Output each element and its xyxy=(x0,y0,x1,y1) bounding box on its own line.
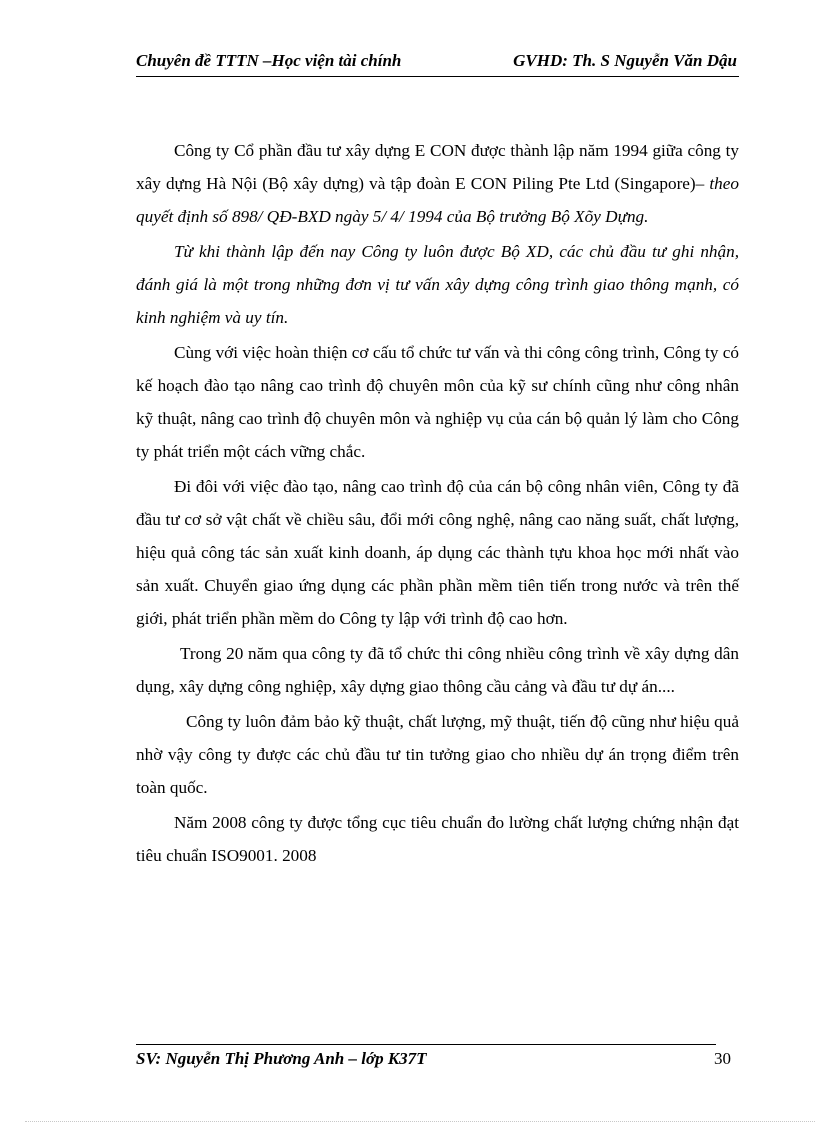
page-number: 30 xyxy=(714,1049,731,1068)
footer-student: SV: Nguyễn Thị Phương Anh – lớp K37T xyxy=(136,1049,427,1068)
page-header xyxy=(136,50,739,77)
page-footer xyxy=(136,1048,739,1072)
paragraph-6: Công ty luôn đảm bảo kỹ thuật, chất lượng, mỹ thuật, tiến độ cũng như hiệu quả nhờ vậy công ty được các chủ đầu tư tin tưởng giao cho nhiều dự án trọng điểm trên toàn quốc. xyxy=(136,712,739,797)
paragraph-5: Trong 20 năm qua công ty đã tổ chức thi công nhiều công trình về xây dựng dân dụng, xây dựng công nghiệp, xây dựng giao thông cầu cảng và đầu tư dự án.... xyxy=(136,644,739,696)
header-topic: Chuyên đề TTTN –Học viện tài chính xyxy=(136,51,402,70)
paragraph-1-normal: Công ty Cổ phần đầu tư xây dựng E CON được thành lập năm 1994 giữa công ty xây dựng Hà Nội (Bộ xây dựng) và tập đoàn E CON Piling Pte Ltd (Singapore) xyxy=(136,141,739,193)
paragraph-2: Từ khi thành lập đến nay Công ty luôn được Bộ XD, các chủ đầu tư ghi nhận, đánh giá là một trong những đơn vị tư vấn xây dựng công trình giao thông mạnh, có kinh nghiệm và uy tín. xyxy=(136,242,739,327)
paragraph-1 xyxy=(136,134,739,233)
header-supervisor: GVHD: Th. S Nguyễn Văn Dậu xyxy=(513,51,737,70)
paragraph-4: Đi đôi với việc đào tạo, nâng cao trình độ của cán bộ công nhân viên, Công ty đã đầu tư cơ sở vật chất về chiều sâu, đổi mới công nghệ, nâng cao năng suất, chất lượng, hiệu quả công tác sản xuất kinh doanh, áp dụng các thành tựu khoa học mới nhất vào sản xuất. Chuyển giao ứng dụng các phần phần mềm tiên tiến trong nước và trên thế giới, phát triển phần mềm do Công ty lập với trình độ cao hơn. xyxy=(136,477,739,628)
document-body xyxy=(136,134,739,874)
paragraph-3: Cùng với việc hoàn thiện cơ cấu tổ chức tư vấn và thi công công trình, Công ty có kế hoạch đào tạo nâng cao trình độ chuyên môn của kỹ sư chính cũng như công nhân kỹ thuật, nâng cao trình độ chuyên môn và nghiệp vụ của cán bộ quản lý làm cho Công ty phát triển một cách vững chắc. xyxy=(136,343,739,461)
paragraph-1-italic: – theo quyết định số 898/ QĐ-BXD ngày 5/ 4/ 1994 của Bộ trưởng Bộ Xõy Dựng. xyxy=(136,174,739,226)
footer-divider xyxy=(136,1044,716,1045)
page-bottom-edge xyxy=(25,1121,815,1122)
paragraph-7: Năm 2008 công ty được tổng cục tiêu chuẩn đo lường chất lượng chứng nhận đạt tiêu chuẩn ISO9001. 2008 xyxy=(136,813,739,865)
